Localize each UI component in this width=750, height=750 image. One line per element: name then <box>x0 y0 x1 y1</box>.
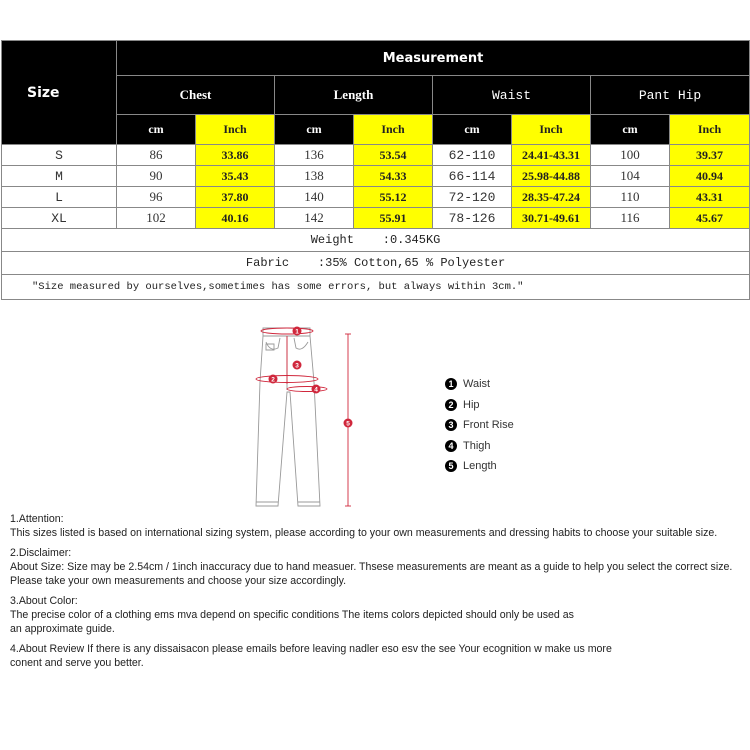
note-text: 4.About Review If there is any dissaisacon please emails before leaving nadler eso esv the see Your ecognition w make us more <box>10 643 612 655</box>
note-title: 2.Disclaimer: <box>10 547 72 559</box>
cell-length-cm: 142 <box>275 208 354 229</box>
number-badge-icon: 1 <box>445 378 457 390</box>
cell-hip-cm: 100 <box>591 145 670 166</box>
cell-length-in: 53.54 <box>354 145 433 166</box>
measurement-note: "Size measured by ourselves,sometimes has some errors, but always within 3cm." <box>2 275 750 300</box>
cell-hip-cm: 110 <box>591 187 670 208</box>
cell-chest-in: 35.43 <box>196 166 275 187</box>
cell-waist-cm: 62-110 <box>433 145 512 166</box>
number-badge-icon: 5 <box>445 460 457 472</box>
cell-waist-in: 24.41-43.31 <box>512 145 591 166</box>
svg-text:3: 3 <box>295 362 299 370</box>
marker-3 <box>293 361 302 370</box>
cell-waist-in: 28.35-47.24 <box>512 187 591 208</box>
cell-waist-cm: 72-120 <box>433 187 512 208</box>
cell-hip-cm: 104 <box>591 166 670 187</box>
legend-label: Hip <box>463 398 480 411</box>
unit-header-inch: Inch <box>512 115 591 145</box>
svg-text:2: 2 <box>271 376 275 384</box>
legend-label: Thigh <box>463 439 491 452</box>
cell-chest-cm: 86 <box>117 145 196 166</box>
cell-chest-cm: 90 <box>117 166 196 187</box>
cell-waist-cm: 78-126 <box>433 208 512 229</box>
table-row <box>2 208 750 229</box>
cell-chest-in: 33.86 <box>196 145 275 166</box>
cell-hip-in: 39.37 <box>670 145 750 166</box>
note-text: an approximate guide. <box>10 623 115 635</box>
note-block <box>10 594 750 636</box>
cell-length-cm: 136 <box>275 145 354 166</box>
measurement-lines <box>256 328 351 506</box>
cell-waist-in: 25.98-44.88 <box>512 166 591 187</box>
legend-item <box>445 436 514 457</box>
table-row <box>2 145 750 166</box>
note-text: About Size: Size may be 2.54cm / 1inch inaccuracy due to hand measuer. Thsese measurements are meant as a guide to help you select the correct size. <box>10 561 733 573</box>
cell-hip-in: 45.67 <box>670 208 750 229</box>
marker-4 <box>312 385 321 394</box>
note-block <box>10 642 750 670</box>
note-block <box>10 546 750 588</box>
cell-length-in: 54.33 <box>354 166 433 187</box>
unit-header-cm: cm <box>433 115 512 145</box>
size-header: Size <box>2 41 117 145</box>
cell-chest-cm: 96 <box>117 187 196 208</box>
legend-item <box>445 395 514 416</box>
cell-length-in: 55.91 <box>354 208 433 229</box>
number-badge-icon: 3 <box>445 419 457 431</box>
unit-header-cm: cm <box>275 115 354 145</box>
svg-text:5: 5 <box>346 420 350 428</box>
number-badge-icon: 2 <box>445 399 457 411</box>
size-chart-table <box>1 40 750 300</box>
unit-header-cm: cm <box>117 115 196 145</box>
legend-item <box>445 456 514 477</box>
svg-text:4: 4 <box>314 386 318 394</box>
note-block <box>10 512 750 540</box>
cell-size: XL <box>2 208 117 229</box>
cell-size: S <box>2 145 117 166</box>
unit-header-cm: cm <box>591 115 670 145</box>
note-text: Please take your own measurements and choose your size accordingly. <box>10 575 347 587</box>
number-badge-icon: 4 <box>445 440 457 452</box>
unit-header-inch: Inch <box>670 115 750 145</box>
group-header-waist: Waist <box>433 76 591 115</box>
legend-label: Length <box>463 460 497 473</box>
measurement-header: Measurement <box>117 41 750 76</box>
unit-header-inch: Inch <box>354 115 433 145</box>
cell-size: M <box>2 166 117 187</box>
cell-waist-in: 30.71-49.61 <box>512 208 591 229</box>
legend-item <box>445 415 514 436</box>
cell-chest-in: 40.16 <box>196 208 275 229</box>
note-title: 1.Attention: <box>10 513 64 525</box>
note-text: conent and serve you better. <box>10 657 144 669</box>
group-header-pant-hip: Pant Hip <box>591 76 750 115</box>
cell-hip-in: 40.94 <box>670 166 750 187</box>
pants-measurement-diagram <box>250 322 365 512</box>
group-header-length: Length <box>275 76 433 115</box>
cell-length-cm: 140 <box>275 187 354 208</box>
cell-length-cm: 138 <box>275 166 354 187</box>
measurement-legend <box>445 374 514 477</box>
svg-text:1: 1 <box>295 328 299 336</box>
cell-size: L <box>2 187 117 208</box>
marker-2 <box>269 375 278 384</box>
legend-label: Waist <box>463 378 491 391</box>
weight-info: Weight :0.345KG <box>2 229 750 252</box>
cell-waist-cm: 66-114 <box>433 166 512 187</box>
fabric-info: Fabric :35% Cotton,65 % Polyester <box>2 252 750 275</box>
group-header-chest: Chest <box>117 76 275 115</box>
table-row <box>2 187 750 208</box>
cell-length-in: 55.12 <box>354 187 433 208</box>
legend-item <box>445 374 514 395</box>
marker-5 <box>344 419 353 428</box>
legend-label: Front Rise <box>463 419 514 432</box>
table-row <box>2 166 750 187</box>
unit-header-inch: Inch <box>196 115 275 145</box>
notes-section <box>10 512 750 676</box>
cell-chest-in: 37.80 <box>196 187 275 208</box>
note-title: 3.About Color: <box>10 595 78 607</box>
marker-1 <box>293 327 302 336</box>
note-text: The precise color of a clothing ems mva depend on specific conditions The items colors depicted should only be used as <box>10 609 574 621</box>
note-text: This sizes listed is based on international sizing system, please according to your own measurements and dressing habits to choose your suitable size. <box>10 527 718 539</box>
pants-outline <box>256 328 320 506</box>
cell-hip-in: 43.31 <box>670 187 750 208</box>
cell-chest-cm: 102 <box>117 208 196 229</box>
cell-hip-cm: 116 <box>591 208 670 229</box>
